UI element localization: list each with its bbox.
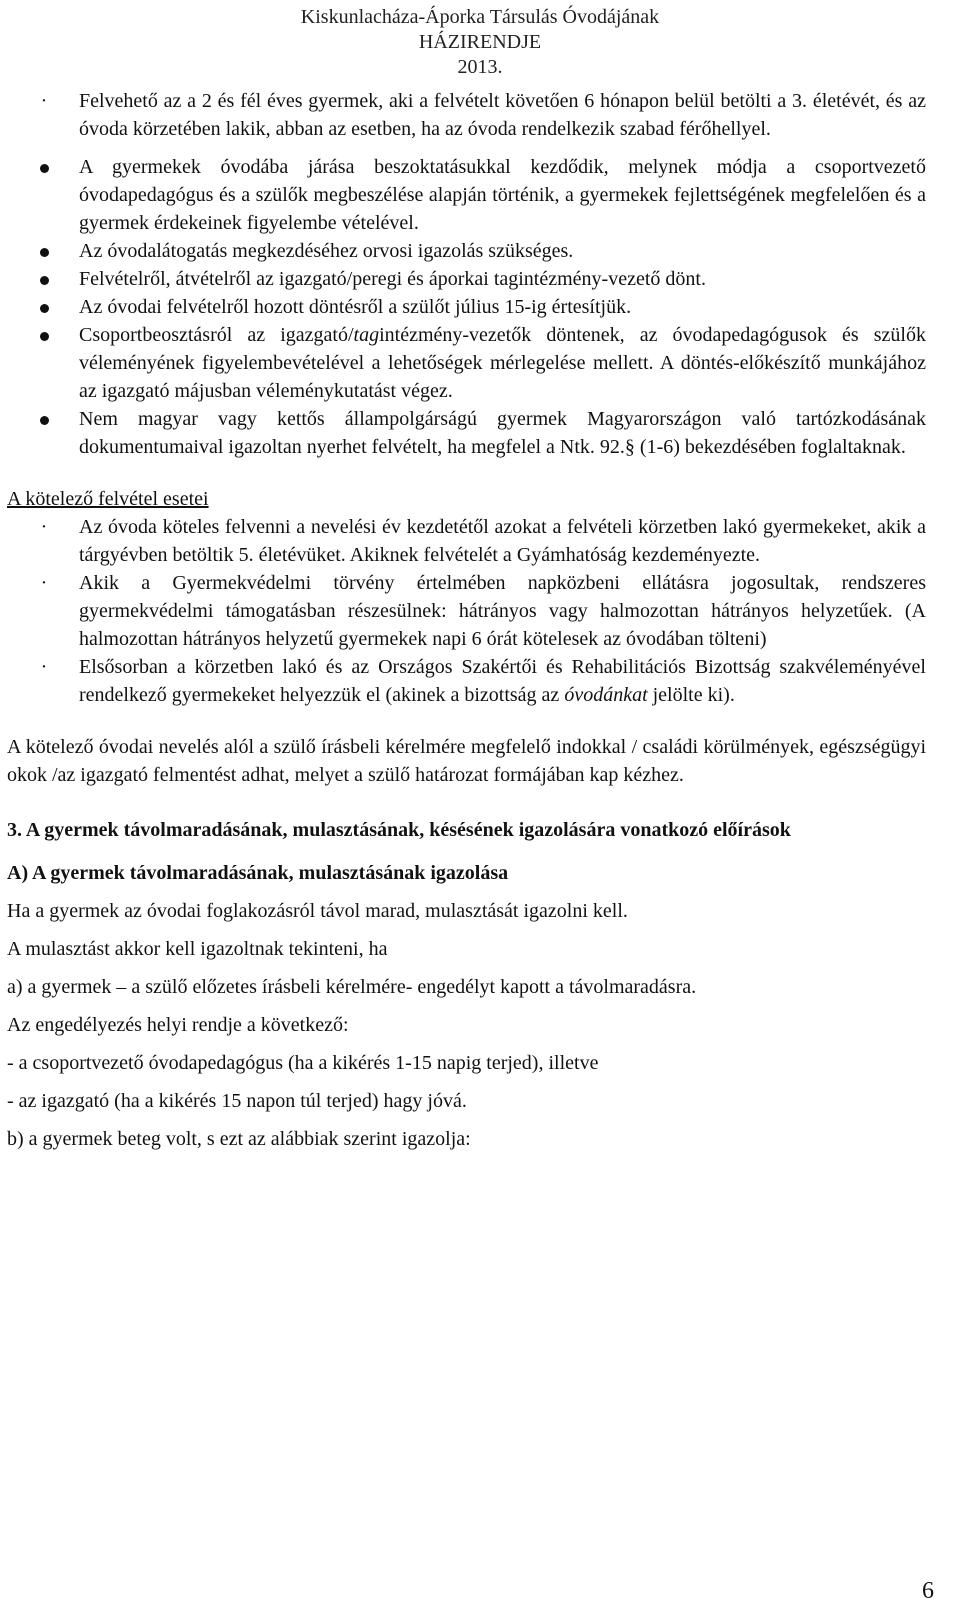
list-item — [7, 265, 926, 293]
section-3-heading: 3. A gyermek távolmaradásának, mulasztásának, késésének igazolására vonatkozó előírások — [7, 819, 791, 841]
bullet-dot: · — [40, 90, 48, 112]
body-line: b) a gyermek beteg volt, s ezt az alábbiak szerint igazolja: — [7, 1128, 471, 1150]
list-item — [7, 405, 926, 461]
bullet-dot: · — [40, 656, 48, 678]
list-item — [7, 153, 926, 237]
list-item-text: Az óvodalátogatás megkezdéséhez orvosi igazolás szükséges. — [79, 240, 574, 262]
list-item-text: Felvehető az a 2 és fél éves gyermek, aki a felvételt követően 6 hónapon belül betölti a 3. életévét, és az óvoda körzetében lakik, abban az esetben, ha az óvoda rendelkezik szabad férőhellyel. — [79, 90, 926, 140]
body-line: A mulasztást akkor kell igazoltnak tekinteni, ha — [7, 938, 388, 960]
bullet-disc — [34, 265, 54, 293]
list-item — [7, 293, 926, 321]
bullet-disc — [34, 293, 54, 321]
bullet-disc — [34, 153, 54, 181]
list-item-text: Felvételről, átvételről az igazgató/peregi és áporkai tagintézmény-vezető dönt. — [79, 268, 706, 290]
page-header — [0, 5, 960, 80]
body-line: Ha a gyermek az óvodai foglakozásról távol marad, mulasztását igazolni kell. — [7, 900, 628, 922]
body-line: - az igazgató (ha a kikérés 15 napon túl terjed) hagy jóvá. — [7, 1090, 467, 1112]
list-item — [7, 321, 926, 405]
list-item-text: Elsősorban a körzetben lakó és az Országos Szakértői és Rehabilitációs Bizottság szakvéleményével rendelkező gyermekeket helyezzük el (akinek a bizottság az óvodánkat jelölte ki). — [79, 656, 926, 706]
body-line: - a csoportvezető óvodapedagógus (ha a kikérés 1-15 napig terjed), illetve — [7, 1052, 599, 1074]
bullet-disc — [34, 237, 54, 265]
list-item — [7, 513, 926, 569]
list-item — [7, 569, 926, 653]
list-item-text: Az óvoda köteles felvenni a nevelési év kezdetétől azokat a felvételi körzetben lakó gyermekeket, akik a tárgyévben betöltik 5. életévüket. Akiknek felvételét a Gyámhatóság kezdeményezte. — [79, 516, 926, 566]
document-body — [7, 87, 926, 1153]
header-year: 2013. — [457, 56, 503, 78]
page-number: 6 — [922, 1578, 934, 1604]
list-item-text: Az óvodai felvételről hozott döntésről a szülőt július 15-ig értesítjük. — [79, 296, 632, 318]
bullet-disc — [34, 405, 54, 433]
exemption-paragraph: A kötelező óvodai nevelés alól a szülő írásbeli kérelmére megfelelő indokkal / családi körülmények, egészségügyi okok /az igazgató felmentést adhat, melyet a szülő határozat formájában kap kézhez. — [7, 736, 926, 786]
header-institution: Kiskunlacháza-Áporka Társulás Óvodájának — [300, 6, 660, 28]
body-line: a) a gyermek – a szülő előzetes írásbeli kérelmére- engedélyt kapott a távolmaradásra. — [7, 976, 697, 998]
list-item — [7, 237, 926, 265]
header-title: HÁZIRENDJE — [418, 31, 542, 53]
list-item-text: A gyermekek óvodába járása beszoktatásukkal kezdődik, melynek módja a csoportvezető óvodapedagógus és a szülők megbeszélése alapján történik, a gyermekek fejlettségének megfelelően és a gyermek érdekeinek figyelembe vételével. — [79, 156, 926, 234]
list-item-text: Nem magyar vagy kettős állampolgárságú gyermek Magyarországon való tartózkodásának dokumentumaival igazoltan nyerhet felvételt, ha megfelel a Ntk. 92.§ (1-6) bekezdésében foglaltaknak. — [79, 408, 926, 458]
list-item — [7, 653, 926, 709]
section-heading-mandatory: A kötelező felvétel esetei — [7, 488, 209, 510]
body-line: Az engedélyezés helyi rendje a következő: — [7, 1014, 349, 1036]
list-item-text: Akik a Gyermekvédelmi törvény értelmében napközbeni ellátásra jogosultak, rendszeres gyermekvédelmi támogatásban részesülnek: hátrányos vagy halmozottan hátrányos helyzetűek. (A halmozottan hátrányos helyzetű gyermekek napi 6 órát kötelesek az óvodában tölteni) — [79, 572, 926, 650]
bullet-dot: · — [40, 572, 48, 594]
section-3-subheading: A) A gyermek távolmaradásának, mulasztásának igazolása — [7, 862, 509, 884]
bullet-dot: · — [40, 516, 48, 538]
list-item-text: Csoportbeosztásról az igazgató/tagintézmény-vezetők döntenek, az óvodapedagógusok és szülők véleményének figyelembevételével a lehetőségek mérlegelése mellett. A döntés-előkészítő munkájához az igazgató májusban véleménykutatást végez. — [79, 324, 926, 402]
bullet-disc — [34, 321, 54, 349]
list-item — [7, 87, 926, 143]
